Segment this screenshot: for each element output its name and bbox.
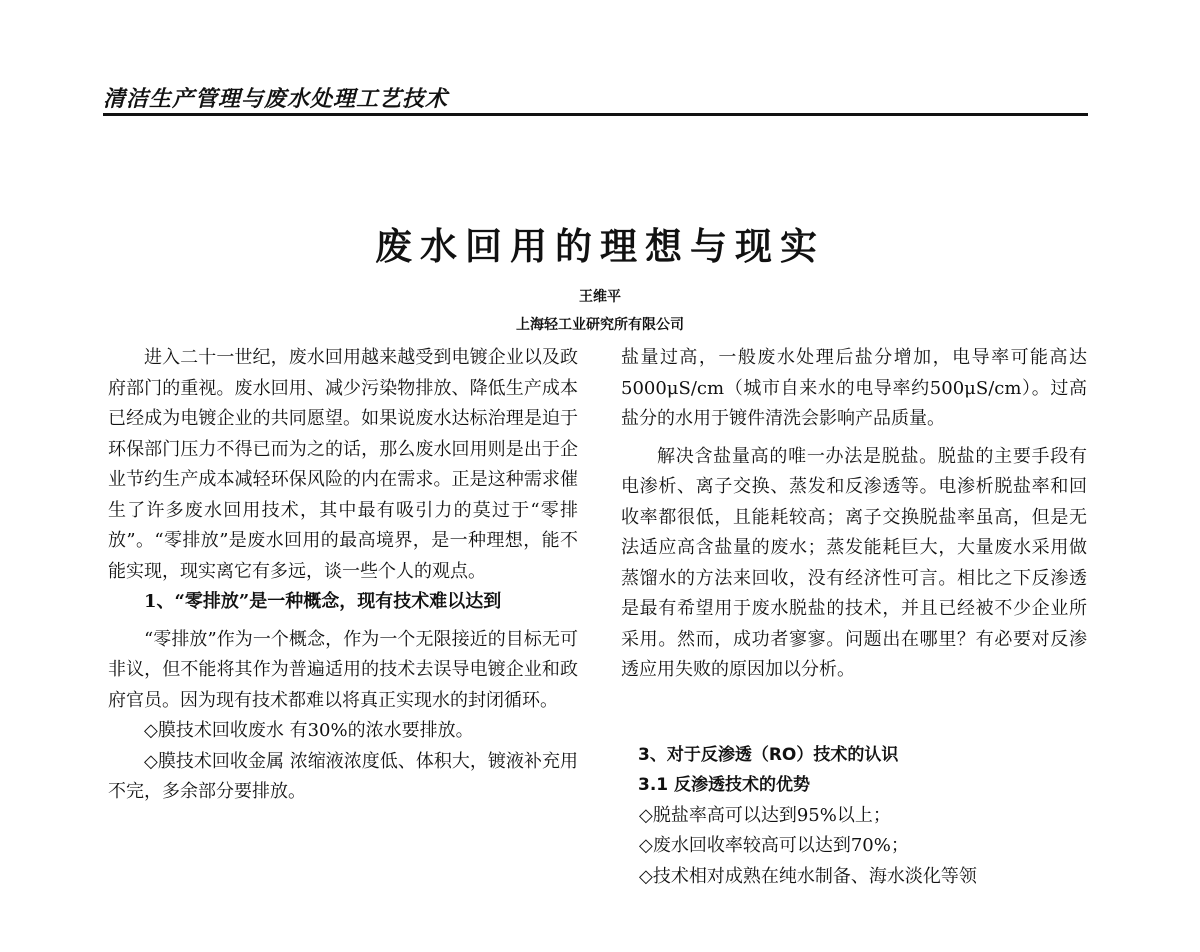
article-title: 废水回用的理想与现实 <box>375 225 825 268</box>
author-name: 王维平 <box>579 289 621 305</box>
section-3-1-heading: 3.1 反渗透技术的优势 <box>638 775 811 795</box>
right-column <box>621 343 1087 892</box>
section-1-heading: 1、“零排放”是一种概念，现有技术难以达到 <box>144 591 502 612</box>
bullet-desalination-rate: ◇脱盐率高可以达到95%以上； <box>639 804 891 826</box>
running-header: 清洁生产管理与废水处理工艺技术 <box>103 86 449 112</box>
section-1-body: “零排放”作为一个概念，作为一个无限接近的目标无可非议，但不能将其作为普遍适用的技术去误导电镀企业和政府官员。因为现有技术都难以将真正实现水的封闭循环。 <box>108 628 578 711</box>
left-column <box>108 343 578 808</box>
intro-paragraph: 进入二十一世纪，废水回用越来越受到电镀企业以及政府部门的重视。废水回用、减少污染物排放、降低生产成本已经成为电镀企业的共同愿望。如果说废水达标治理是迫于环保部门压力不得已而为之的话，那么废水回用则是出于企业节约生产成本减轻环保风险的内在需求。正是这种需求催生了许多废水回用技术，其中最有吸引力的莫过于“零排放”。“零排放”是废水回用的最高境界，是一种理想，能不能实现，现实离它有多远，谈一些个人的观点。 <box>108 347 578 582</box>
author-affiliation: 上海轻工业研究所有限公司 <box>516 317 684 333</box>
bullet-membrane-metal: ◇膜技术回收金属 浓缩液浓度低、体积大，镀液补充用不完，多余部分要排放。 <box>108 750 578 802</box>
bullet-membrane-water: ◇膜技术回收废水 有30%的浓水要排放。 <box>144 720 474 741</box>
section-3-heading: 3、对于反渗透（RO）技术的认识 <box>638 744 899 765</box>
header-rule <box>103 113 1088 116</box>
bullet-recovery-rate: ◇废水回收率较高可以达到70%； <box>639 835 909 856</box>
bullet-mature-technology: ◇技术相对成熟在纯水制备、海水淡化等领 <box>639 865 977 887</box>
salt-paragraph: 盐量过高，一般废水处理后盐分增加，电导率可能高达5000μS/cm（城市自来水的电导率约500μS/cm）。过高盐分的水用于镀件清洗会影响产品质量。 <box>621 347 1087 429</box>
desalination-paragraph: 解决含盐量高的唯一办法是脱盐。脱盐的主要手段有电渗析、离子交换、蒸发和反渗透等。电渗析脱盐率和回收率都很低，且能耗较高；离子交换脱盐率虽高，但是无法适应高含盐量的废水；蒸发能耗巨大，大量废水采用做蒸馏水的方法来回收，没有经济性可言。相比之下反渗透是最有希望用于废水脱盐的技术，并且已经被不少企业所采用。然而，成功者寥寥。问题出在哪里？有必要对反渗透应用失败的原因加以分析。 <box>621 445 1087 680</box>
